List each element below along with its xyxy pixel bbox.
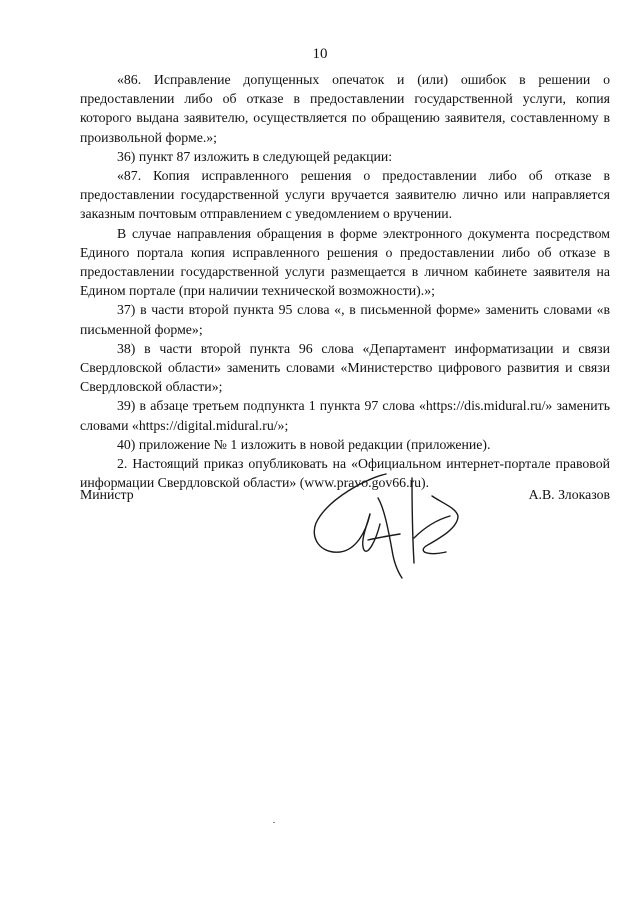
signer-title: Министр bbox=[80, 487, 134, 502]
paragraph-item-38: 38) в части второй пункта 96 слова «Департамент информатизации и связи Свердловской области» заменить словами «Министерство цифрового развития и связи Свердловской области»; bbox=[80, 340, 610, 395]
paragraph-item-37: 37) в части второй пункта 95 слова «, в письменной форме» заменить словами «в письменной форме»; bbox=[80, 302, 610, 337]
page-number: 10 bbox=[312, 46, 328, 62]
signer-name: А.В. Злоказов bbox=[528, 487, 610, 502]
paragraph-item-39: 39) в абзаце третьем подпункта 1 пункта 97 слова «https://dis.midural.ru/» заменить словами «https://digital.midural.ru/»; bbox=[80, 398, 610, 433]
paragraph-87: «87. Копия исправленного решения о предоставлении либо об отказе в предоставлении государственной услуги вручается заявителю лично или направляется заказным почтовым отправлением с уведомлением о вручении. bbox=[80, 168, 610, 222]
scan-speck bbox=[273, 822, 275, 823]
paragraph-item-36: 36) пункт 87 изложить в следующей редакции: bbox=[117, 148, 393, 164]
paragraph-item-40: 40) приложение № 1 изложить в новой редакции (приложение). bbox=[117, 436, 491, 452]
paragraph-electronic-case: В случае направления обращения в форме электронного документа посредством Единого портала копия исправленного решения о предоставлении либо об отказе в предоставлении государственной услуги размещается в личном кабинете заявителя на Едином портале (при наличии технической возможности).»; bbox=[80, 225, 610, 299]
paragraph-86: «86. Исправление допущенных опечаток и (или) ошибок в решении о предоставлении либо об отказе в предоставлении государственной услуги, копия которого выдана заявителю, осуществляется по обращению заявителя, составленному в произвольной форме.»; bbox=[80, 72, 610, 145]
handwritten-signature bbox=[308, 468, 478, 580]
paragraph-publication: 2. Настоящий приказ опубликовать на «Официальном интернет-портале правовой информации Свердловской области» (www.pravo.gov66.ru). bbox=[80, 456, 610, 491]
document-body bbox=[80, 70, 610, 492]
